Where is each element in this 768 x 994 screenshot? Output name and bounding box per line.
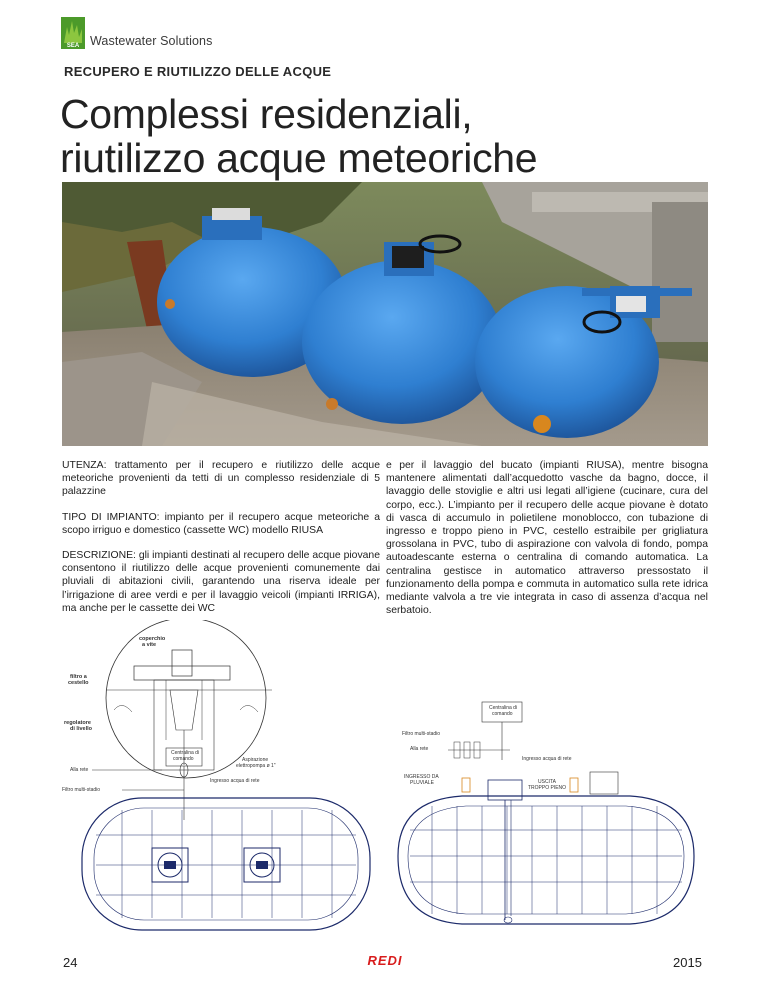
page-title xyxy=(60,92,537,180)
publication-year: 2015 xyxy=(673,955,702,970)
section-heading: RECUPERO E RIUTILIZZO DELLE ACQUE xyxy=(64,64,332,79)
label-a-vite: a vite xyxy=(142,642,157,648)
label-uscita-1: USCITA xyxy=(538,779,556,785)
sea-logo-icon xyxy=(61,17,85,49)
paragraph-descrizione: DESCRIZIONE: gli impianti destinati al recupero delle acque piovane consentono il riutilizzo delle acque provenienti comunemente dai pluviali di abitazioni civili, garantendo una riserva ideale per l’irrigazione di aree verdi e per il lavaggio veicoli (impianti IRRIGA), ma anche per le cassette dei WC xyxy=(62,550,380,614)
text-column-left xyxy=(62,459,380,627)
label-filtro: filtro a xyxy=(70,674,87,680)
title-line-1: Complessi residenziali, xyxy=(60,91,473,137)
redi-logo xyxy=(352,955,418,969)
label-ingresso-pluviale-2: PLUVIALE xyxy=(410,780,434,786)
right-tank-drawing xyxy=(398,780,694,924)
paragraph-descrizione-cont: e per il lavaggio del bucato (impianti RIUSA), mentre bisogna mantenere alimentati dall’acquedotto vasche da bagno, docce, il lavaggio delle stoviglie e altri usi legati all’igiene (cucinare, cura del corpo, ecc.). L’impianto per il recupero delle acque piovane è dotato di vasca di accumulo in polietilene monoblocco, con tubazione di ingresso e troppo pieno in PVC, cestello estraibile per grigliatura grossolana in PVC, tubo di aspirazione con valvola di fondo, pompa autoadescante esterna o centralina di comando automatica. La centralina gestisce in automatico attraverso pressostato il funzionamento della pompa e commuta in automatico sulla rete idrica mediante valvola a tre vie integrata in caso di assenza d’acqua nel serbatoio. xyxy=(386,460,708,617)
label-aspirazione-1: Aspirazione xyxy=(242,757,269,763)
label-filtro-multistadio-left: Filtro multi-stadio xyxy=(62,787,101,793)
redi-logo-text: REDI xyxy=(367,953,403,968)
label-ingresso-pluviale-1: INGRESSO DA xyxy=(404,774,439,780)
logo-text: SEA xyxy=(66,43,80,49)
label-centralina-left-2: comando xyxy=(173,756,194,762)
label-coperchio: coperchio xyxy=(139,636,166,642)
label-alla-rete-left: Alla rete xyxy=(70,767,89,773)
text-column-right xyxy=(386,459,708,629)
paragraph-utenza: UTENZA: trattamento per il recupero e riutilizzo delle acque meteoriche provenienti da tetti di un complesso residenziale di 5 palazzine xyxy=(62,460,380,498)
label-ingresso-rete-right: Ingresso acqua di rete xyxy=(522,756,572,762)
label-ingresso-rete-left: Ingresso acqua di rete xyxy=(210,778,260,784)
label-centralina-right-1: Centralina di xyxy=(489,705,518,711)
label-regolatore: regolatore xyxy=(64,720,91,726)
label-alla-rete-right: Alla rete xyxy=(410,746,429,752)
page-number: 24 xyxy=(63,955,78,970)
left-tank-drawing xyxy=(82,798,370,930)
label-filtro-multistadio-right: Filtro multi-stadio xyxy=(402,731,441,737)
paragraph-tipo-impianto: TIPO DI IMPIANTO: impianto per il recupero acque meteoriche a scopo irriguo e domestico (cassette WC) modello RIUSA xyxy=(62,511,380,536)
label-di-livello: di livello xyxy=(70,726,93,732)
label-centralina-left-1: Centralina di xyxy=(171,750,200,756)
brand-tagline: Wastewater Solutions xyxy=(90,34,213,48)
label-aspirazione-2: elettropompa ø 1" xyxy=(236,763,276,769)
label-uscita-2: TROPPO PIENO xyxy=(528,785,567,791)
title-line-2: riutilizzo acque meteoriche xyxy=(60,135,538,181)
technical-drawing xyxy=(62,620,708,950)
label-cestello: cestello xyxy=(68,680,89,686)
label-centralina-right-2: comando xyxy=(492,711,513,717)
tanks-photo xyxy=(62,182,708,446)
